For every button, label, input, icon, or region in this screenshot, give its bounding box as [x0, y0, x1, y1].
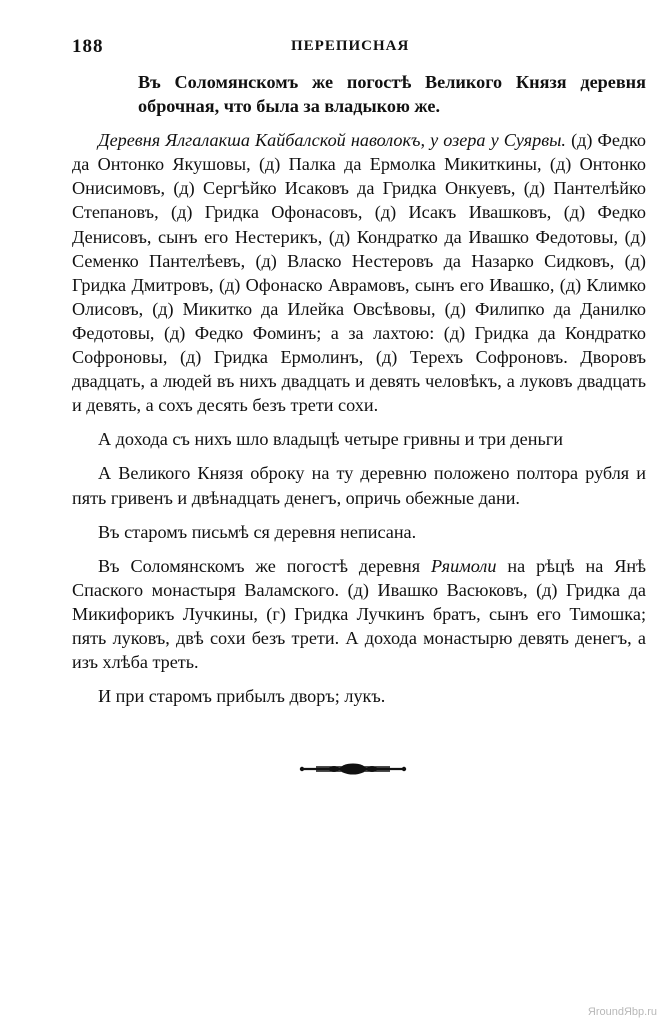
paragraph-old-census: Въ старомъ письмѣ ся деревня неписана.: [98, 521, 417, 542]
village-name-ryaimoli: Ряимоли: [430, 555, 497, 576]
entry-heading: Въ Соломянскомъ же погостѣ Великого Князя деревня оброчная, что была за владыкою же.: [138, 72, 646, 117]
paragraph-village-yalgalaksha: [72, 128, 646, 417]
household-list: (д) Федко да Онтонко Якушовы, (д) Палка да Ермолка Микиткины, (д) Онтонко Онисимовъ, (д) Сергѣйко Исаковъ да Гридка Онкуевъ, (д) Пантелѣйко Степановъ, (д) Гридка Офонасовъ, (д) Исакъ Ивашковъ, (д) Федко Денисовъ, сынъ его Нестерикъ, (д) Кондратко да Ивашко Федотовы, (д) Семенко Пантелѣевъ, (д) Власко Нестеровъ да Назарко Сидковъ, (д) Гридка Дмитровъ, (д) Офонаско Аврамовъ, сынъ его Ивашко, (д) Климко Олисовъ, (д) Микитко да Илейка Овсѣвовы, (д) Филипко да Данилко Федотовы, (д) Федко Фоминъ; а за лахтою: (д) Гридка да Кондратко Софроновы, (д) Гридка Ермолинъ, (д) Терехъ Софроновъ. Дворовъ двадцать, а людей въ нихъ двадцать и девять человѣкъ, а луковъ двадцать и девять, а сохъ десять безъ трети сохи.: [72, 130, 647, 416]
paragraph-income: А дохода съ нихъ шло владыцѣ четыре гривны и три деньги: [98, 429, 563, 450]
paragraph-village-ryaimoli: [72, 554, 646, 674]
ornament-divider-icon: [298, 762, 408, 776]
page-number: 188: [72, 36, 104, 57]
ryaimoli-details: на рѣцѣ на Янѣ Спаского монастыря Валамского. (д) Ивашко Васюковъ, (д) Гридка да Микифорикъ Лучкины, (г) Гридка Лучкинъ братъ, сынъ его Тимошка; пять луковъ, двѣ сохи безъ трети. А дохода монастырю девять денегъ, а изъ хлѣба треть.: [72, 555, 646, 673]
watermark: ЯroundЯbp.ru: [587, 1006, 657, 1018]
running-head: ПЕРЕПИСНАЯ: [291, 38, 410, 54]
village-name-yalgalaksha: Деревня Ялгалакша Кайбалской наволокъ, у озера у Суярвы.: [98, 130, 566, 151]
page-text: [72, 70, 646, 718]
ryaimoli-intro: Въ Соломянскомъ же погостѣ деревня: [98, 555, 431, 576]
paragraph-obrok: А Великого Князя оброку на ту деревню положено полтора рубля и пять гривенъ и двѣнадцать денегъ, опричь обежные дани.: [72, 463, 646, 508]
paragraph-addition: И при старомъ прибылъ дворъ; лукъ.: [98, 686, 386, 707]
